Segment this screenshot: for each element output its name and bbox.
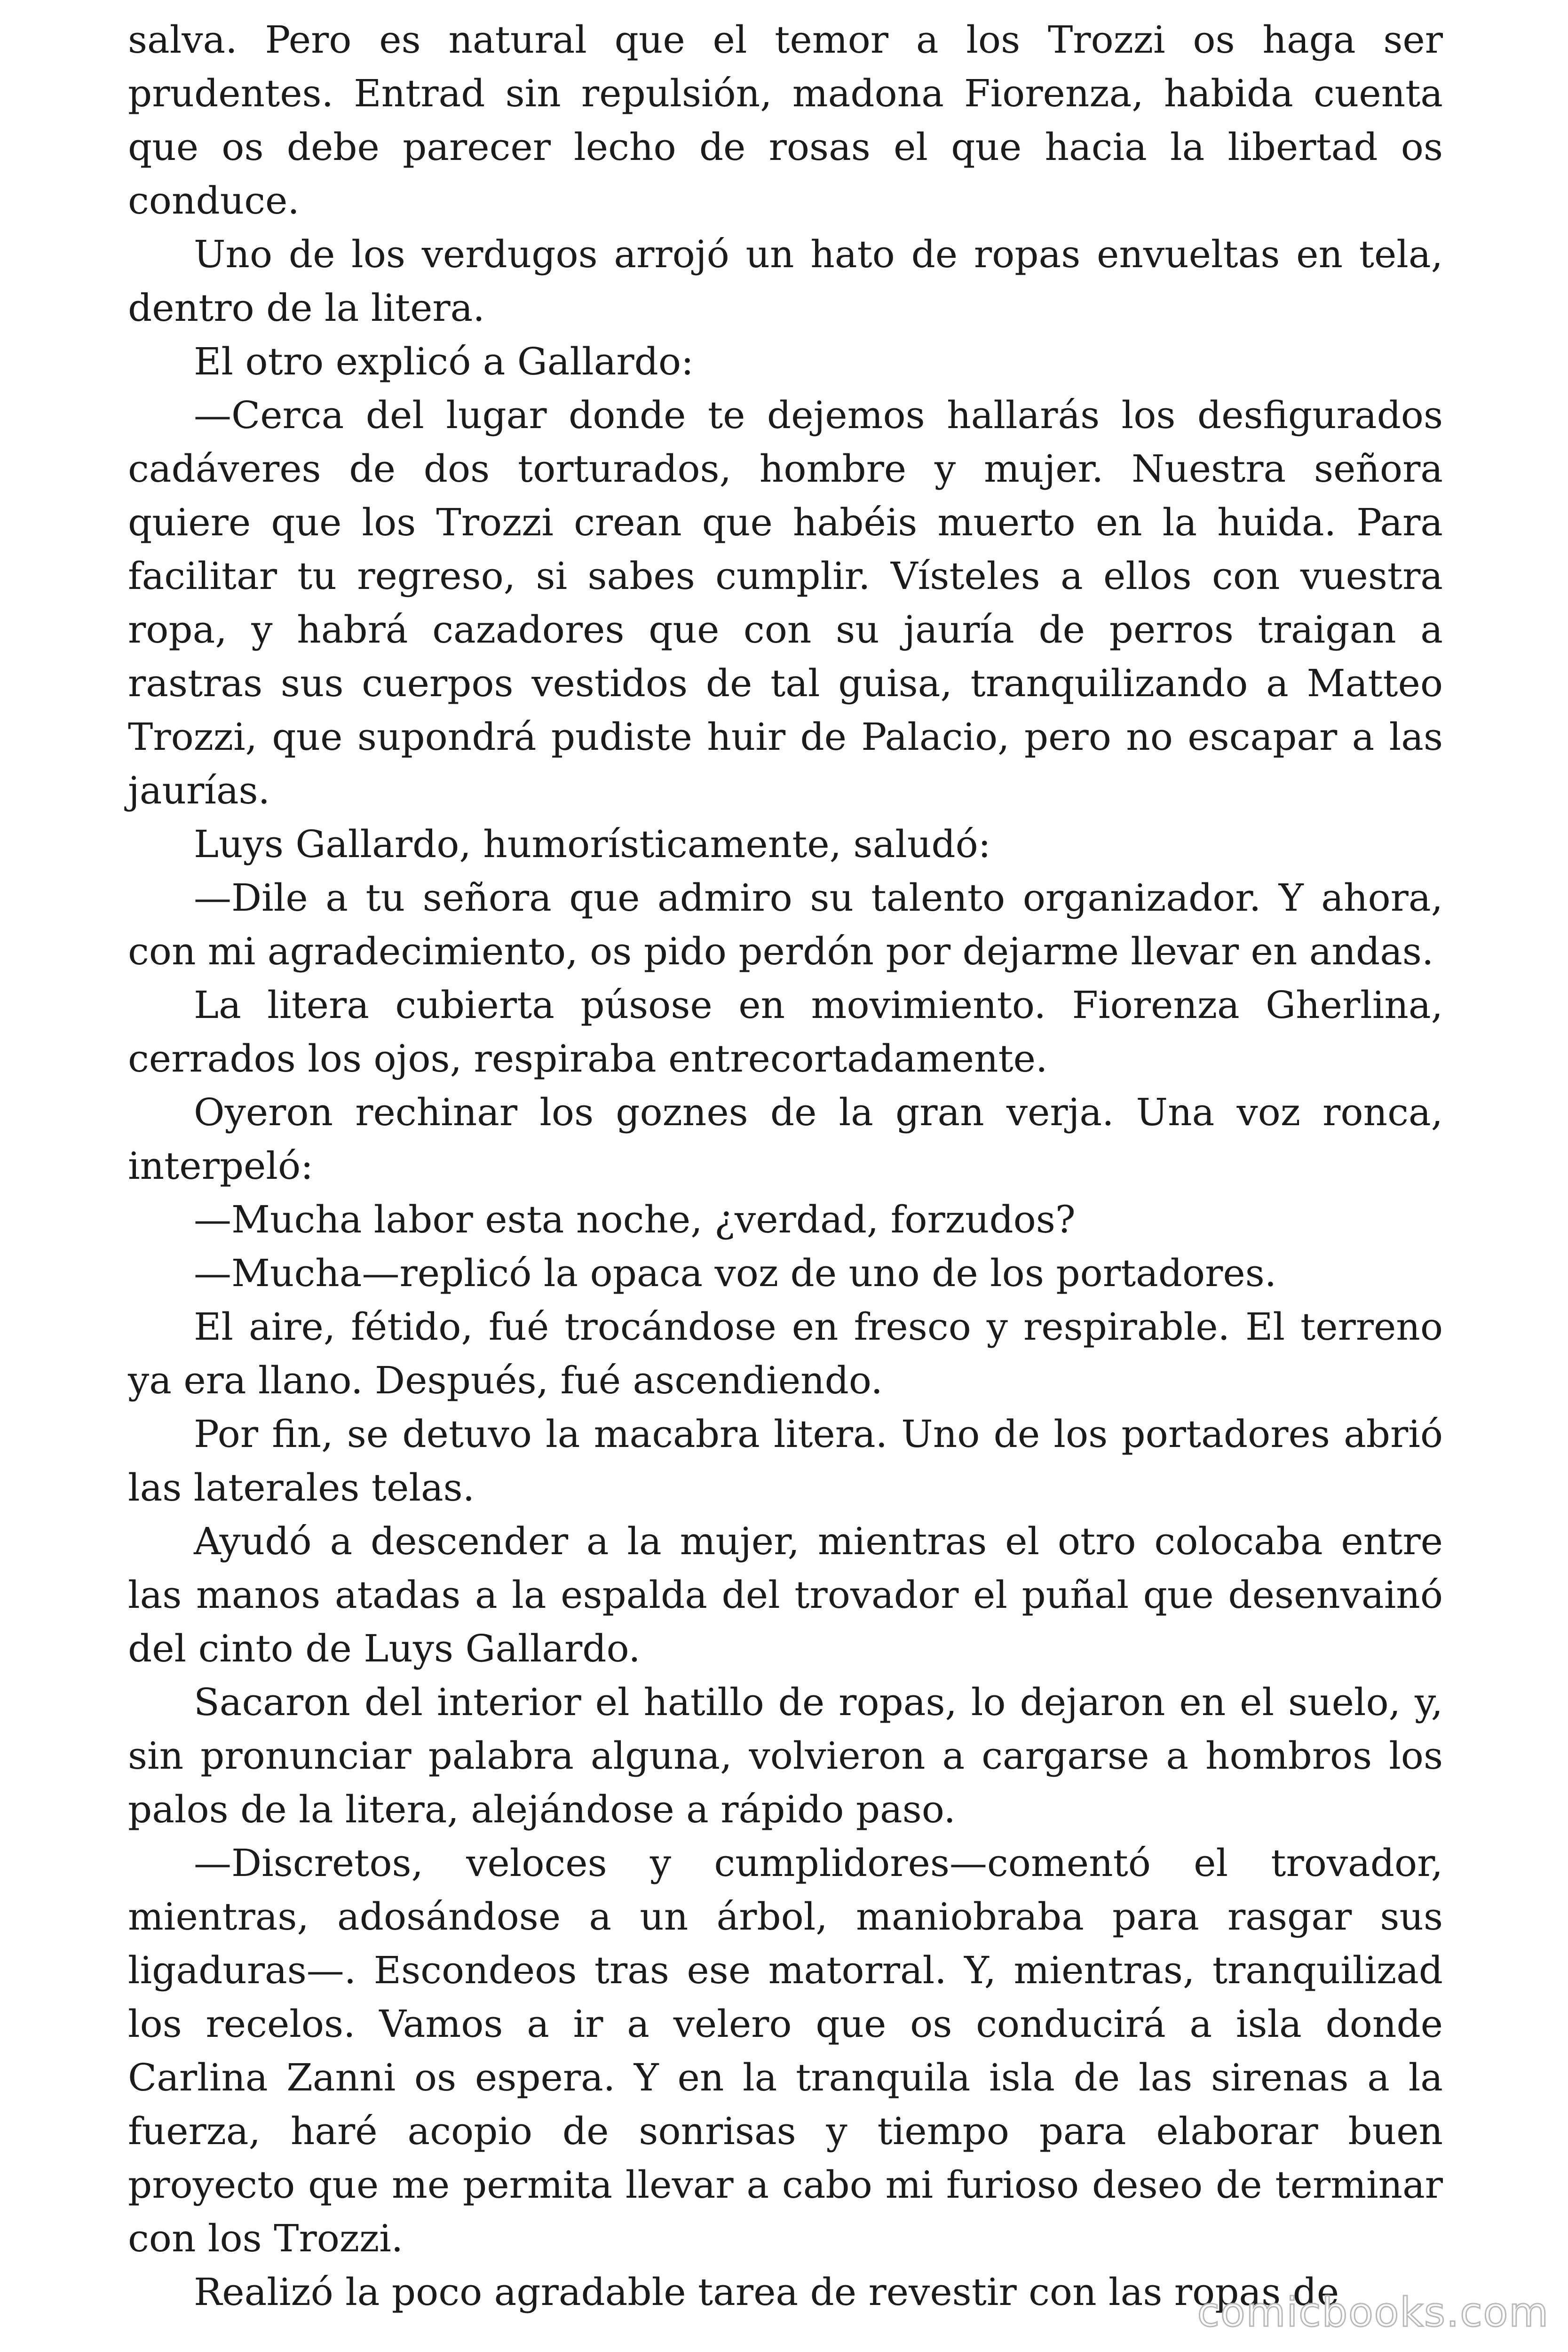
paragraph: La litera cubierta púsose en movimiento. Fiorenza Gherlina, cerrados los ojos, respiraba entrecortadamente. bbox=[128, 983, 1443, 1081]
paragraph: —Mucha—replicó la opaca voz de uno de los portadores. bbox=[194, 1251, 1277, 1295]
paragraph: Por fin, se detuvo la macabra litera. Uno de los portadores abrió las laterales telas. bbox=[128, 1412, 1443, 1510]
paragraph: salva. Pero es natural que el temor a los Trozzi os haga ser prudentes. Entrad sin repulsión, madona Fiorenza, habida cuenta que os debe parecer lecho de rosas el que hacia la libertad os conduce. bbox=[128, 18, 1443, 222]
watermark: comicbooks.com bbox=[1197, 2289, 1549, 2336]
paragraph: —Dile a tu señora que admiro su talento organizador. Y ahora, con mi agradecimiento, os pido perdón por dejarme llevar en andas. bbox=[128, 876, 1443, 973]
paragraph: Uno de los verdugos arrojó un hato de ropas envueltas en tela, dentro de la litera. bbox=[128, 232, 1443, 330]
paragraph: —Cerca del lugar donde te dejemos hallarás los desfigurados cadáveres de dos torturados, hombre y mujer. Nuestra señora quiere que los Trozzi crean que habéis muerto en la huida. Para facilitar tu regreso, si sabes cumplir. Vísteles a ellos con vuestra ropa, y habrá cazadores que con su jauría de perros traigan a rastras sus cuerpos vestidos de tal guisa, tranquilizando a Matteo Trozzi, que supondrá pudiste huir de Palacio, pero no escapar a las jaurías. bbox=[128, 393, 1443, 812]
paragraph: El aire, fétido, fué trocándose en fresco y respirable. El terreno ya era llano. Después, fué ascendiendo. bbox=[128, 1305, 1443, 1402]
paragraph: Sacaron del interior el hatillo de ropas, lo dejaron en el suelo, y, sin pronunciar palabra alguna, volvieron a cargarse a hombros los palos de la litera, alejándose a rápido paso. bbox=[128, 1680, 1443, 1831]
body-text bbox=[128, 13, 1443, 2319]
paragraph: Ayudó a descender a la mujer, mientras el otro colocaba entre las manos atadas a la espalda del trovador el puñal que desenvainó del cinto de Luys Gallardo. bbox=[128, 1519, 1443, 1670]
paragraph: El otro explicó a Gallardo: bbox=[194, 340, 694, 383]
paragraph: —Discretos, veloces y cumplidores—comentó el trovador, mientras, adosándose a un árbol, maniobraba para rasgar sus ligaduras—. Escondeos tras ese matorral. Y, mientras, tranquilizad los recelos. Vamos a ir a velero que os conducirá a isla donde Carlina Zanni os espera. Y en la tranquila isla de las sirenas a la fuerza, haré acopio de sonrisas y tiempo para elaborar buen proyecto que me permita llevar a cabo mi furioso deseo de terminar con los Trozzi. bbox=[128, 1841, 1443, 2260]
paragraph: —Mucha labor esta noche, ¿verdad, forzudos? bbox=[194, 1198, 1076, 1241]
paragraph: Luys Gallardo, humorísticamente, saludó: bbox=[194, 822, 991, 866]
paragraph: Realizó la poco agradable tarea de revestir con las ropas de bbox=[194, 2270, 1339, 2314]
paragraph: Oyeron rechinar los goznes de la gran verja. Una voz ronca, interpeló: bbox=[128, 1090, 1443, 1188]
